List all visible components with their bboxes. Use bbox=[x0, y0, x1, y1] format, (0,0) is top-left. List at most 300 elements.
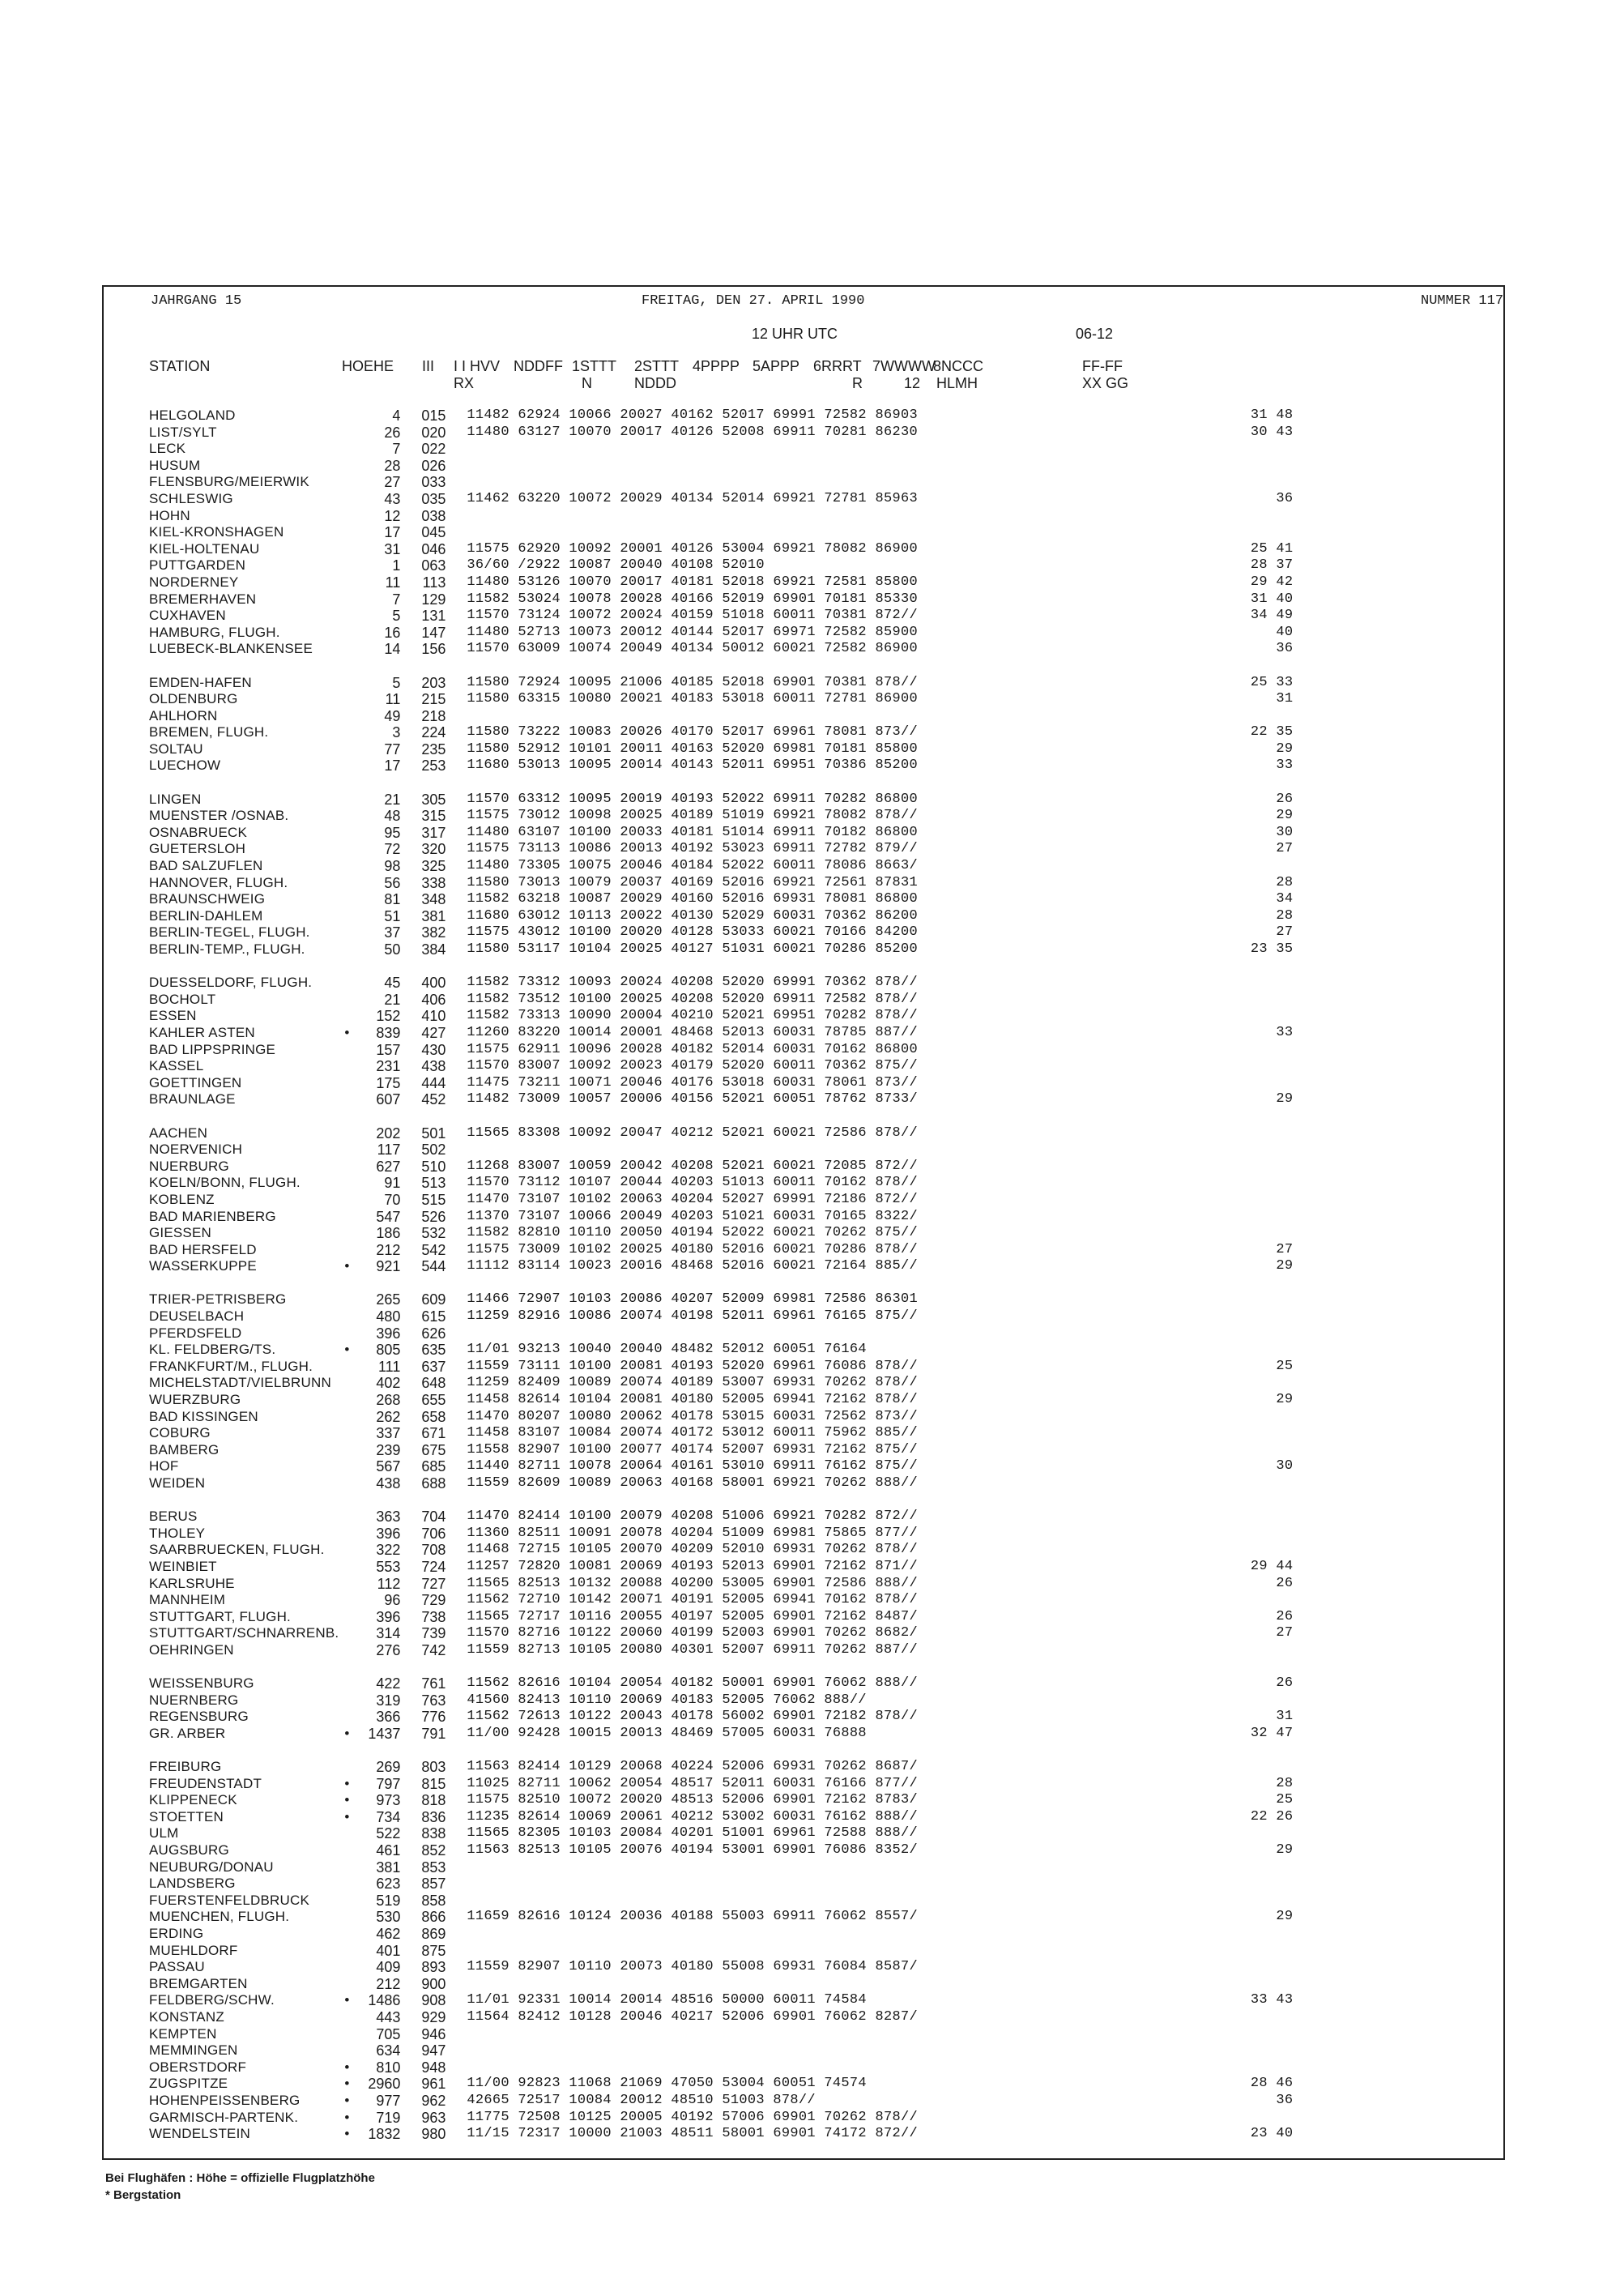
wind-gust: 36 bbox=[1276, 641, 1294, 657]
mountain-station-marker: • bbox=[344, 1808, 350, 1824]
mountain-station-marker bbox=[339, 608, 355, 625]
table-row bbox=[149, 1058, 1455, 1075]
spacer bbox=[446, 1609, 467, 1626]
station-elevation: 212 bbox=[376, 1241, 401, 1258]
mountain-station-marker: • bbox=[344, 2092, 350, 2108]
spacer bbox=[446, 1509, 467, 1526]
station-elevation: 51 bbox=[384, 907, 401, 924]
station-elevation: 14 bbox=[384, 641, 401, 658]
synop-groups bbox=[467, 1458, 1455, 1475]
synop-groups bbox=[467, 2093, 1455, 2110]
col-group8: 7WWWW bbox=[872, 358, 936, 374]
synop-groups-text: 11575 62911 10096 20028 40182 52014 60031 70162 86800 bbox=[467, 1041, 918, 1057]
table-row bbox=[149, 1392, 1455, 1409]
station-name: ESSEN bbox=[149, 1008, 197, 1024]
spacer bbox=[400, 1392, 411, 1409]
col-group3: 1STTT bbox=[572, 358, 617, 374]
station-elevation: 319 bbox=[376, 1692, 401, 1709]
col-hoehe: HOEHE bbox=[342, 358, 394, 374]
mountain-station-marker bbox=[339, 1442, 355, 1459]
synop-groups-text: 11458 82614 10104 20081 40180 52005 69941 72162 878// bbox=[467, 1392, 918, 1408]
spacer bbox=[446, 924, 467, 941]
spacer bbox=[400, 508, 411, 525]
col-group7: 6RRRT bbox=[813, 358, 862, 374]
station-name: DUESSELDORF, FLUGH. bbox=[149, 975, 313, 991]
table-row bbox=[149, 941, 1455, 958]
table-row bbox=[149, 1509, 1455, 1526]
mountain-station-marker bbox=[339, 591, 355, 608]
station-name: WEISSENBURG bbox=[149, 1675, 254, 1692]
group-spacer bbox=[149, 775, 1455, 792]
spacer bbox=[446, 1909, 467, 1926]
station-id: 761 bbox=[421, 1675, 446, 1692]
mountain-station-marker: • bbox=[344, 2126, 350, 2142]
synop-groups bbox=[467, 1058, 1455, 1075]
spacer bbox=[446, 1976, 467, 1993]
station-elevation: 28 bbox=[384, 457, 401, 474]
spacer bbox=[400, 875, 411, 892]
synop-groups bbox=[467, 1526, 1455, 1543]
spacer bbox=[400, 1559, 411, 1576]
synop-groups-text: 11580 63315 10080 20021 40183 53018 60011 72781 86900 bbox=[467, 691, 918, 707]
table-row bbox=[149, 691, 1455, 708]
table-row bbox=[149, 741, 1455, 758]
table-row bbox=[149, 875, 1455, 892]
volume-label: JAHRGANG 15 bbox=[151, 293, 242, 309]
station-name: ERDING bbox=[149, 1926, 204, 1942]
spacer bbox=[446, 1992, 467, 2009]
station-elevation: 401 bbox=[376, 1942, 401, 1959]
station-name: SAARBRUECKEN, FLUGH. bbox=[149, 1542, 325, 1558]
wind-gust: 30 bbox=[1276, 824, 1294, 840]
mountain-station-marker bbox=[339, 1175, 355, 1192]
station-id: 253 bbox=[421, 758, 446, 775]
station-name: ZUGSPITZE bbox=[149, 2076, 228, 2092]
wind-gust: 25 33 bbox=[1250, 674, 1294, 690]
spacer bbox=[446, 1091, 467, 1108]
spacer-cell bbox=[149, 1275, 1455, 1292]
spacer bbox=[446, 1375, 467, 1392]
synop-groups-text: 11580 53117 10104 20025 40127 51031 60021 70286 85200 bbox=[467, 941, 918, 957]
spacer bbox=[446, 1258, 467, 1275]
synop-groups-text: 11575 43012 10100 20020 40128 53033 60021 70166 84200 bbox=[467, 924, 918, 941]
col-group5: 4PPPP bbox=[693, 358, 740, 374]
station-id: 015 bbox=[421, 408, 446, 424]
spacer bbox=[400, 1709, 411, 1726]
station-name: WEIDEN bbox=[149, 1475, 206, 1491]
spacer bbox=[446, 608, 467, 625]
station-name: OSNABRUECK bbox=[149, 824, 248, 840]
wind-gust: 34 bbox=[1276, 891, 1294, 907]
spacer bbox=[446, 524, 467, 541]
synop-groups-text: 11/01 92331 10014 20014 48516 50000 60011 74584 bbox=[467, 1992, 867, 2008]
synop-groups-text: 11480 73305 10075 20046 40184 52022 60011 78086 8663/ bbox=[467, 858, 918, 874]
table-row bbox=[149, 1042, 1455, 1059]
synop-groups bbox=[467, 1642, 1455, 1659]
station-elevation: 7 bbox=[392, 591, 401, 608]
spacer bbox=[400, 1175, 411, 1192]
station-elevation: 797 bbox=[376, 1775, 401, 1792]
table-row bbox=[149, 1242, 1455, 1259]
station-elevation: 98 bbox=[384, 858, 401, 875]
synop-groups bbox=[467, 625, 1455, 642]
spacer bbox=[446, 1075, 467, 1092]
station-elevation: 56 bbox=[384, 874, 401, 891]
group-spacer bbox=[149, 1108, 1455, 1125]
spacer bbox=[400, 1258, 411, 1275]
table-row bbox=[149, 1776, 1455, 1793]
table-row bbox=[149, 641, 1455, 658]
mountain-station-marker bbox=[339, 675, 355, 692]
station-id: 020 bbox=[421, 424, 446, 441]
date-label: FREITAG, DEN 27. APRIL 1990 bbox=[642, 293, 865, 309]
mountain-station-marker bbox=[339, 924, 355, 941]
table-row bbox=[149, 1959, 1455, 1976]
mountain-station-marker bbox=[339, 992, 355, 1009]
spacer bbox=[400, 641, 411, 658]
station-id: 857 bbox=[421, 1876, 446, 1893]
station-elevation: 268 bbox=[376, 1392, 401, 1409]
synop-groups bbox=[467, 1792, 1455, 1809]
station-elevation: 805 bbox=[376, 1342, 401, 1359]
spacer bbox=[400, 1859, 411, 1876]
station-elevation: 422 bbox=[376, 1675, 401, 1692]
table-row bbox=[149, 1876, 1455, 1893]
mountain-station-marker bbox=[339, 491, 355, 508]
synop-groups bbox=[467, 1825, 1455, 1842]
station-id: 738 bbox=[421, 1608, 446, 1625]
mountain-station-marker bbox=[339, 1542, 355, 1559]
spacer bbox=[446, 2126, 467, 2143]
station-elevation: 231 bbox=[376, 1058, 401, 1075]
station-elevation: 530 bbox=[376, 1909, 401, 1926]
spacer bbox=[400, 591, 411, 608]
synop-groups bbox=[467, 608, 1455, 625]
spacer bbox=[446, 1576, 467, 1593]
station-elevation: 438 bbox=[376, 1475, 401, 1492]
synop-groups bbox=[467, 474, 1455, 491]
synop-groups bbox=[467, 1876, 1455, 1893]
station-id: 637 bbox=[421, 1358, 446, 1375]
synop-groups-text: 11025 82711 10062 20054 48517 52011 60031 76166 877// bbox=[467, 1775, 918, 1791]
synop-groups bbox=[467, 1159, 1455, 1176]
station-name: STUTTGART/SCHNARRENB. bbox=[149, 1625, 339, 1641]
station-id: 542 bbox=[421, 1241, 446, 1258]
spacer bbox=[446, 1209, 467, 1226]
mountain-station-marker: • bbox=[344, 1342, 350, 1358]
wind-gust: 22 26 bbox=[1250, 1808, 1294, 1824]
station-elevation: 50 bbox=[384, 941, 401, 958]
synop-groups-text: 11580 73013 10079 20037 40169 52016 69921 72561 87831 bbox=[467, 874, 918, 890]
station-elevation: 705 bbox=[376, 2025, 401, 2042]
spacer bbox=[446, 1442, 467, 1459]
table-row bbox=[149, 2059, 1455, 2076]
synop-groups-text: 11466 72907 10103 20086 40207 52009 69981 72586 86301 bbox=[467, 1291, 918, 1308]
table-row bbox=[149, 1475, 1455, 1492]
station-id: 727 bbox=[421, 1575, 446, 1592]
synop-groups-text: 11570 73124 10072 20024 40159 51018 60011 70381 872// bbox=[467, 608, 918, 624]
spacer bbox=[400, 1375, 411, 1392]
station-name: KIEL-KRONSHAGEN bbox=[149, 524, 284, 540]
table-row bbox=[149, 2026, 1455, 2043]
spacer bbox=[446, 2110, 467, 2127]
station-elevation: 623 bbox=[376, 1876, 401, 1893]
station-name: LINGEN bbox=[149, 791, 202, 807]
table-row bbox=[149, 2093, 1455, 2110]
table-row bbox=[149, 1609, 1455, 1626]
station-name: LECK bbox=[149, 441, 186, 457]
synop-groups bbox=[467, 924, 1455, 941]
spacer bbox=[400, 1642, 411, 1659]
mountain-station-marker bbox=[339, 1625, 355, 1642]
table-row bbox=[149, 591, 1455, 608]
synop-groups bbox=[467, 1576, 1455, 1593]
synop-groups-text: 11/00 92823 11068 21069 47050 53004 60051 74574 bbox=[467, 2076, 867, 2092]
station-elevation: 314 bbox=[376, 1625, 401, 1642]
station-id: 742 bbox=[421, 1641, 446, 1658]
station-name: OLDENBURG bbox=[149, 691, 238, 707]
synop-groups-text: 11470 82414 10100 20079 40208 51006 69921 70282 872// bbox=[467, 1509, 918, 1525]
wind-gust: 25 41 bbox=[1250, 540, 1294, 557]
synop-groups bbox=[467, 908, 1455, 925]
station-elevation: 17 bbox=[384, 524, 401, 541]
station-elevation: 553 bbox=[376, 1558, 401, 1575]
synop-groups-text: 11/15 72317 10000 21003 48511 58001 69901 74172 872// bbox=[467, 2126, 918, 2142]
station-name: KAHLER ASTEN bbox=[149, 1024, 255, 1040]
spacer bbox=[400, 808, 411, 825]
station-id: 706 bbox=[421, 1525, 446, 1542]
station-id: 929 bbox=[421, 2009, 446, 2025]
station-id: 838 bbox=[421, 1825, 446, 1842]
mountain-station-marker bbox=[339, 1142, 355, 1159]
station-elevation: 322 bbox=[376, 1542, 401, 1559]
station-elevation: 3 bbox=[392, 724, 401, 741]
spacer bbox=[446, 574, 467, 591]
mountain-station-marker bbox=[339, 1209, 355, 1226]
synop-groups-text: 11562 72613 10122 20043 40178 56002 69901 72182 878// bbox=[467, 1709, 918, 1725]
table-row bbox=[149, 1075, 1455, 1092]
synop-groups bbox=[467, 1359, 1455, 1376]
mountain-station-marker bbox=[339, 1159, 355, 1176]
station-id: 963 bbox=[421, 2109, 446, 2126]
spacer bbox=[400, 2126, 411, 2143]
station-elevation: 7 bbox=[392, 441, 401, 458]
spacer bbox=[400, 2009, 411, 2026]
synop-groups bbox=[467, 875, 1455, 892]
spacer-cell bbox=[149, 775, 1455, 792]
mountain-station-marker bbox=[339, 1409, 355, 1426]
synop-groups bbox=[467, 2076, 1455, 2093]
station-id: 320 bbox=[421, 841, 446, 858]
station-name: BREMGARTEN bbox=[149, 1975, 248, 1991]
station-id: 063 bbox=[421, 557, 446, 574]
station-elevation: 26 bbox=[384, 424, 401, 441]
table-row bbox=[149, 1291, 1455, 1308]
spacer bbox=[446, 625, 467, 642]
mountain-station-marker: • bbox=[344, 1024, 350, 1040]
table-row bbox=[149, 2009, 1455, 2026]
table-row bbox=[149, 1842, 1455, 1859]
spacer bbox=[446, 1475, 467, 1492]
station-name: BERLIN-TEMP., FLUGH. bbox=[149, 941, 305, 957]
synop-groups bbox=[467, 541, 1455, 558]
synop-groups-text: 11570 73112 10107 20044 40203 51013 60011 70162 878// bbox=[467, 1175, 918, 1191]
spacer bbox=[400, 1609, 411, 1626]
spacer bbox=[446, 591, 467, 608]
station-elevation: 48 bbox=[384, 808, 401, 825]
col-station: STATION bbox=[149, 358, 211, 374]
spacer bbox=[446, 641, 467, 658]
station-id: 704 bbox=[421, 1509, 446, 1526]
synop-groups-text: 11/01 93213 10040 20040 48482 52012 60051 76164 bbox=[467, 1342, 867, 1358]
spacer bbox=[400, 458, 411, 475]
mountain-station-marker bbox=[339, 1091, 355, 1108]
synop-groups bbox=[467, 858, 1455, 875]
spacer bbox=[446, 1409, 467, 1426]
synop-groups-text: 11475 73211 10071 20046 40176 53018 60031 78061 873// bbox=[467, 1074, 918, 1090]
station-name: GARMISCH-PARTENK. bbox=[149, 2109, 299, 2125]
table-row bbox=[149, 1325, 1455, 1342]
station-elevation: 17 bbox=[384, 758, 401, 775]
station-elevation: 11 bbox=[385, 691, 401, 708]
synop-groups-text: 11575 73012 10098 20025 40189 51019 69921 78082 878// bbox=[467, 808, 918, 824]
mountain-station-marker bbox=[339, 508, 355, 525]
station-name: KOBLENZ bbox=[149, 1191, 215, 1207]
station-name: MUEHLDORF bbox=[149, 1942, 238, 1958]
station-id: 729 bbox=[421, 1592, 446, 1609]
wind-gust: 34 49 bbox=[1250, 608, 1294, 624]
station-name: HELGOLAND bbox=[149, 408, 236, 423]
station-id: 381 bbox=[421, 907, 446, 924]
station-id: 046 bbox=[421, 540, 446, 557]
spacer bbox=[400, 1509, 411, 1526]
spacer bbox=[400, 992, 411, 1009]
table-row bbox=[149, 1976, 1455, 1993]
station-name: HOHENPEISSENBERG bbox=[149, 2092, 301, 2108]
spacer bbox=[446, 825, 467, 842]
station-name: WEINBIET bbox=[149, 1558, 217, 1574]
station-elevation: 1 bbox=[392, 557, 401, 574]
station-name: OBERSTDORF bbox=[149, 2059, 247, 2075]
synop-groups bbox=[467, 1943, 1455, 1960]
synop-groups bbox=[467, 1926, 1455, 1943]
table-row bbox=[149, 1809, 1455, 1826]
station-id: 022 bbox=[421, 441, 446, 458]
spacer bbox=[400, 608, 411, 625]
station-id: 947 bbox=[421, 2042, 446, 2059]
synop-groups bbox=[467, 441, 1455, 458]
spacer bbox=[400, 1576, 411, 1593]
synop-groups bbox=[467, 408, 1455, 425]
station-id: 869 bbox=[421, 1926, 446, 1943]
spacer bbox=[400, 408, 411, 425]
spacer bbox=[446, 2093, 467, 2110]
station-elevation: 175 bbox=[376, 1074, 401, 1091]
mountain-station-marker bbox=[339, 574, 355, 591]
mountain-station-marker bbox=[339, 474, 355, 491]
spacer bbox=[446, 1325, 467, 1342]
wind-gust: 29 bbox=[1276, 1909, 1294, 1925]
station-id: 791 bbox=[421, 1725, 446, 1742]
station-name: BAMBERG bbox=[149, 1441, 220, 1457]
col-group6: 5APPP bbox=[752, 358, 800, 374]
station-elevation: 11 bbox=[385, 574, 401, 591]
station-id: 658 bbox=[421, 1408, 446, 1425]
mountain-station-marker bbox=[339, 741, 355, 758]
mountain-station-marker bbox=[339, 458, 355, 475]
station-name: REGENSBURG bbox=[149, 1709, 249, 1725]
synop-groups bbox=[467, 1542, 1455, 1559]
spacer bbox=[446, 425, 467, 442]
station-elevation: 443 bbox=[376, 2009, 401, 2025]
station-name: BRAUNLAGE bbox=[149, 1091, 236, 1107]
spacer bbox=[446, 1159, 467, 1176]
synop-groups-text: 11680 53013 10095 20014 40143 52011 69951 70386 85200 bbox=[467, 758, 918, 774]
table-row bbox=[149, 675, 1455, 692]
synop-groups bbox=[467, 691, 1455, 708]
footnote-mountain: * Bergstation bbox=[105, 2188, 181, 2202]
synop-groups bbox=[467, 458, 1455, 475]
group-spacer bbox=[149, 1743, 1455, 1760]
station-name: KLIPPENECK bbox=[149, 1792, 237, 1808]
station-elevation: 96 bbox=[384, 1592, 401, 1609]
spacer bbox=[400, 1042, 411, 1059]
table-row bbox=[149, 924, 1455, 941]
station-name: BOCHOLT bbox=[149, 991, 216, 1007]
station-name: ULM bbox=[149, 1825, 179, 1841]
synop-groups bbox=[467, 1809, 1455, 1826]
station-elevation: 1486 bbox=[368, 1992, 401, 2009]
station-elevation: 396 bbox=[376, 1325, 401, 1342]
synop-groups-text: 11575 82510 10072 20020 48513 52006 69901 72162 8783/ bbox=[467, 1792, 918, 1808]
spacer bbox=[446, 1042, 467, 1059]
table-row bbox=[149, 1025, 1455, 1042]
mountain-station-marker bbox=[339, 625, 355, 642]
mountain-station-marker bbox=[339, 758, 355, 775]
table-row bbox=[149, 825, 1455, 842]
station-elevation: 117 bbox=[377, 1142, 401, 1159]
spacer bbox=[400, 1342, 411, 1359]
station-name: SOLTAU bbox=[149, 740, 203, 757]
mountain-station-marker bbox=[339, 1509, 355, 1526]
spacer bbox=[400, 1759, 411, 1776]
mountain-station-marker bbox=[339, 441, 355, 458]
station-id: 131 bbox=[421, 608, 446, 625]
station-elevation: 1437 bbox=[368, 1725, 401, 1742]
station-id: 338 bbox=[421, 874, 446, 891]
synop-groups-text: 11257 72820 10081 20069 40193 52013 69901 72162 871// bbox=[467, 1558, 918, 1574]
synop-groups-text: 11559 73111 10100 20081 40193 52020 69961 76086 878// bbox=[467, 1358, 918, 1374]
spacer bbox=[400, 1475, 411, 1492]
station-name: GIESSEN bbox=[149, 1225, 211, 1241]
station-id: 026 bbox=[421, 457, 446, 474]
synop-groups-text: 11582 73312 10093 20024 40208 52020 69991 70362 878// bbox=[467, 975, 918, 991]
wind-gust: 32 47 bbox=[1250, 1725, 1294, 1741]
station-id: 853 bbox=[421, 1859, 446, 1876]
mountain-station-marker bbox=[339, 841, 355, 858]
station-elevation: 1832 bbox=[368, 2126, 401, 2143]
station-id: 317 bbox=[421, 824, 446, 841]
station-id: 033 bbox=[421, 474, 446, 491]
synop-groups bbox=[467, 724, 1455, 741]
table-row bbox=[149, 1458, 1455, 1475]
spacer bbox=[446, 1559, 467, 1576]
spacer bbox=[446, 891, 467, 908]
station-elevation: 337 bbox=[376, 1425, 401, 1442]
synop-groups-text: 11559 82609 10089 20063 40168 58001 69921 70262 888// bbox=[467, 1475, 918, 1491]
spacer bbox=[446, 1642, 467, 1659]
table-row bbox=[149, 1559, 1455, 1576]
